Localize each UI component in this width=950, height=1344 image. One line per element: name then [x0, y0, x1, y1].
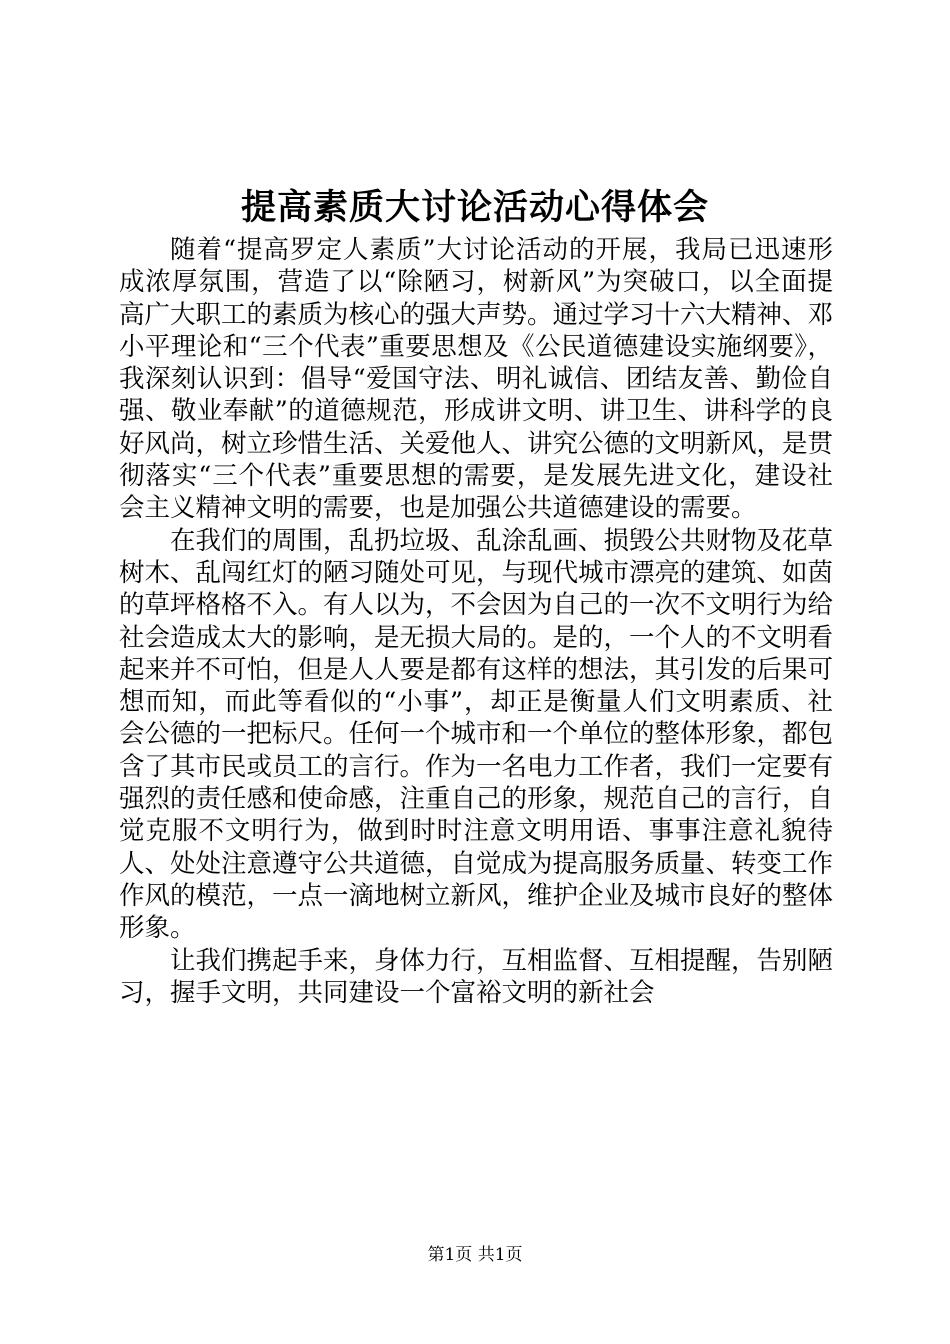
paragraph-2: 在我们的周围，乱扔垃圾、乱涂乱画、损毁公共财物及花草树木、乱闯红灯的陋习随处可见，与现代城市漂亮的建筑、如茵的草坪格格不入。有人以为，不会因为自己的一次不文明行为给社会造成太大的影响，是无损大局的。是的，一个人的不文明看起来并不可怕，但是人人要是都有这样的想法，其引发的后果可想而知，而此等看似的“小事”，却正是衡量人们文明素质、社会公德的一把标尺。任何一个城市和一个单位的整体形象，都包含了其市民或员工的言行。作为一名电力工作者，我们一定要有强烈的责任感和使命感，注重自己的形象，规范自己的言行，自觉克服不文明行为，做到时时注意文明用语、事事注意礼貌待人、处处注意遵守公共道德，自觉成为提高服务质量、转变工作作风的模范，一点一滴地树立新风，维护企业及城市良好的整体形象。 [119, 525, 834, 944]
paragraph-1: 随着“提高罗定人素质”大讨论活动的开展，我局已迅速形成浓厚氛围，营造了以“除陋习，树新风”为突破口，以全面提高广大职工的素质为核心的强大声势。通过学习十六大精神、邓小平理论和“三个代表”重要思想及《公民道德建设实施纲要》，我深刻认识到：倡导“爱国守法、明礼诚信、团结友善、勤俭自强、敬业奉献”的道德规范，形成讲文明、讲卫生、讲科学的良好风尚，树立珍惜生活、关爱他人、讲究公德的文明新风，是贯彻落实“三个代表”重要思想的需要，是发展先进文化，建设社会主义精神文明的需要，也是加强公共道德建设的需要。 [119, 235, 834, 524]
page-number-footer: 第1页 共1页 [427, 1245, 523, 1265]
paragraph-3: 让我们携起手来，身体力行，互相监督、互相提醒，告别陋习，握手文明，共同建设一个富裕文明的新社会 [119, 945, 834, 1008]
document-title: 提高素质大讨论活动心得体会 [240, 187, 709, 228]
document-body [119, 234, 833, 1009]
